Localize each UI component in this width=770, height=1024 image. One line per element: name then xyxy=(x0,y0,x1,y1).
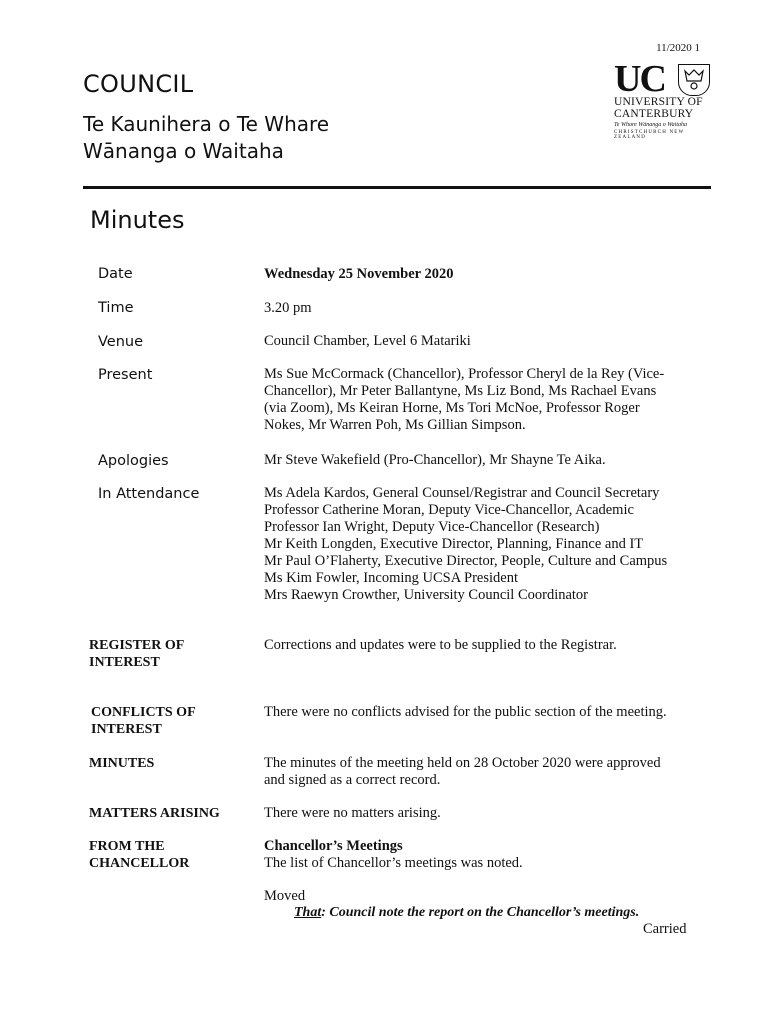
minutes-line: and signed as a correct record. xyxy=(264,772,441,788)
register-of-interest-label xyxy=(89,637,249,671)
carried-text: Carried xyxy=(643,921,687,937)
matters-arising-text: There were no matters arising. xyxy=(264,805,441,821)
moved-text: Moved xyxy=(264,888,306,904)
page-title: COUNCIL xyxy=(83,70,194,98)
section-label-line: REGISTER OF xyxy=(89,638,185,653)
date-value: Wednesday 25 November 2020 xyxy=(264,266,454,282)
venue-value: Council Chamber, Level 6 Matariki xyxy=(264,333,471,349)
chancellor-section xyxy=(264,838,694,905)
attendance-value xyxy=(264,485,694,604)
attendance-line: Ms Adela Kardos, General Counsel/Registrar and Council Secretary xyxy=(264,485,660,501)
logo-subtitle-1: Te Whare Wānanga o Waitaha xyxy=(614,122,688,128)
university-logo xyxy=(612,60,716,150)
minutes-label: MINUTES xyxy=(89,756,155,771)
present-label: Present xyxy=(98,367,153,383)
apologies-label: Apologies xyxy=(98,453,169,469)
section-label-line: CONFLICTS OF xyxy=(91,705,196,720)
apologies-value: Mr Steve Wakefield (Pro-Chancellor), Mr Shayne Te Aika. xyxy=(264,452,606,468)
section-label-line: INTEREST xyxy=(89,655,160,670)
from-the-chancellor-label xyxy=(89,838,249,872)
attendance-line: Mr Paul O’Flaherty, Executive Director, People, Culture and Campus xyxy=(264,553,668,569)
maori-title-line-2: Wānanga o Waitaha xyxy=(83,139,284,163)
logo-line-2: CANTERBURY xyxy=(614,108,694,120)
present-line: Nokes, Mr Warren Poh, Ms Gillian Simpson. xyxy=(264,417,526,433)
conflicts-of-interest-label xyxy=(91,704,251,738)
matters-arising-label: MATTERS ARISING xyxy=(89,806,220,821)
motion-that: That xyxy=(294,905,322,920)
attendance-line: Mr Keith Longden, Executive Director, Planning, Finance and IT xyxy=(264,536,644,552)
attendance-line: Ms Kim Fowler, Incoming UCSA President xyxy=(264,570,518,586)
crest-icon xyxy=(678,64,710,96)
chancellor-subheading: Chancellor’s Meetings xyxy=(264,838,403,854)
time-value: 3.20 pm xyxy=(264,300,312,316)
page-number: 11/2020 1 xyxy=(656,42,700,54)
attendance-label: In Attendance xyxy=(98,486,200,502)
motion-rest: : Council note the report on the Chancellor’s meetings. xyxy=(321,905,640,920)
maori-title-line-1: Te Kaunihera o Te Whare xyxy=(83,112,330,136)
present-line: Ms Sue McCormack (Chancellor), Professor Cheryl de la Rey (Vice- xyxy=(264,366,665,382)
present-value xyxy=(264,366,694,434)
time-label: Time xyxy=(98,300,134,316)
venue-label: Venue xyxy=(98,334,144,350)
chancellor-text: The list of Chancellor’s meetings was noted. xyxy=(264,855,523,871)
logo-mark: UC xyxy=(614,58,665,100)
present-line: (via Zoom), Ms Keiran Horne, Ms Tori McNoe, Professor Roger xyxy=(264,400,640,416)
minutes-text xyxy=(264,755,694,789)
section-label-line: FROM THE xyxy=(89,839,165,854)
logo-subtitle-2: CHRISTCHURCH NEW ZEALAND xyxy=(614,130,685,140)
attendance-line: Professor Ian Wright, Deputy Vice-Chancellor (Research) xyxy=(264,519,600,535)
logo-line-1: UNIVERSITY OF xyxy=(614,96,703,108)
date-label: Date xyxy=(98,266,133,282)
register-of-interest-text: Corrections and updates were to be supplied to the Registrar. xyxy=(264,637,617,653)
attendance-line: Mrs Raewyn Crowther, University Council Coordinator xyxy=(264,587,589,603)
section-label-line: CHANCELLOR xyxy=(89,856,190,871)
attendance-line: Professor Catherine Moran, Deputy Vice-Chancellor, Academic xyxy=(264,502,634,518)
minutes-line: The minutes of the meeting held on 28 October 2020 were approved xyxy=(264,755,661,771)
present-line: Chancellor), Mr Peter Ballantyne, Ms Liz Bond, Ms Rachael Evans xyxy=(264,383,657,399)
motion-text xyxy=(294,905,639,921)
minutes-heading: Minutes xyxy=(90,206,185,234)
header-divider xyxy=(83,186,711,189)
conflicts-of-interest-text: There were no conflicts advised for the public section of the meeting. xyxy=(264,704,667,720)
section-label-line: INTEREST xyxy=(91,722,162,737)
